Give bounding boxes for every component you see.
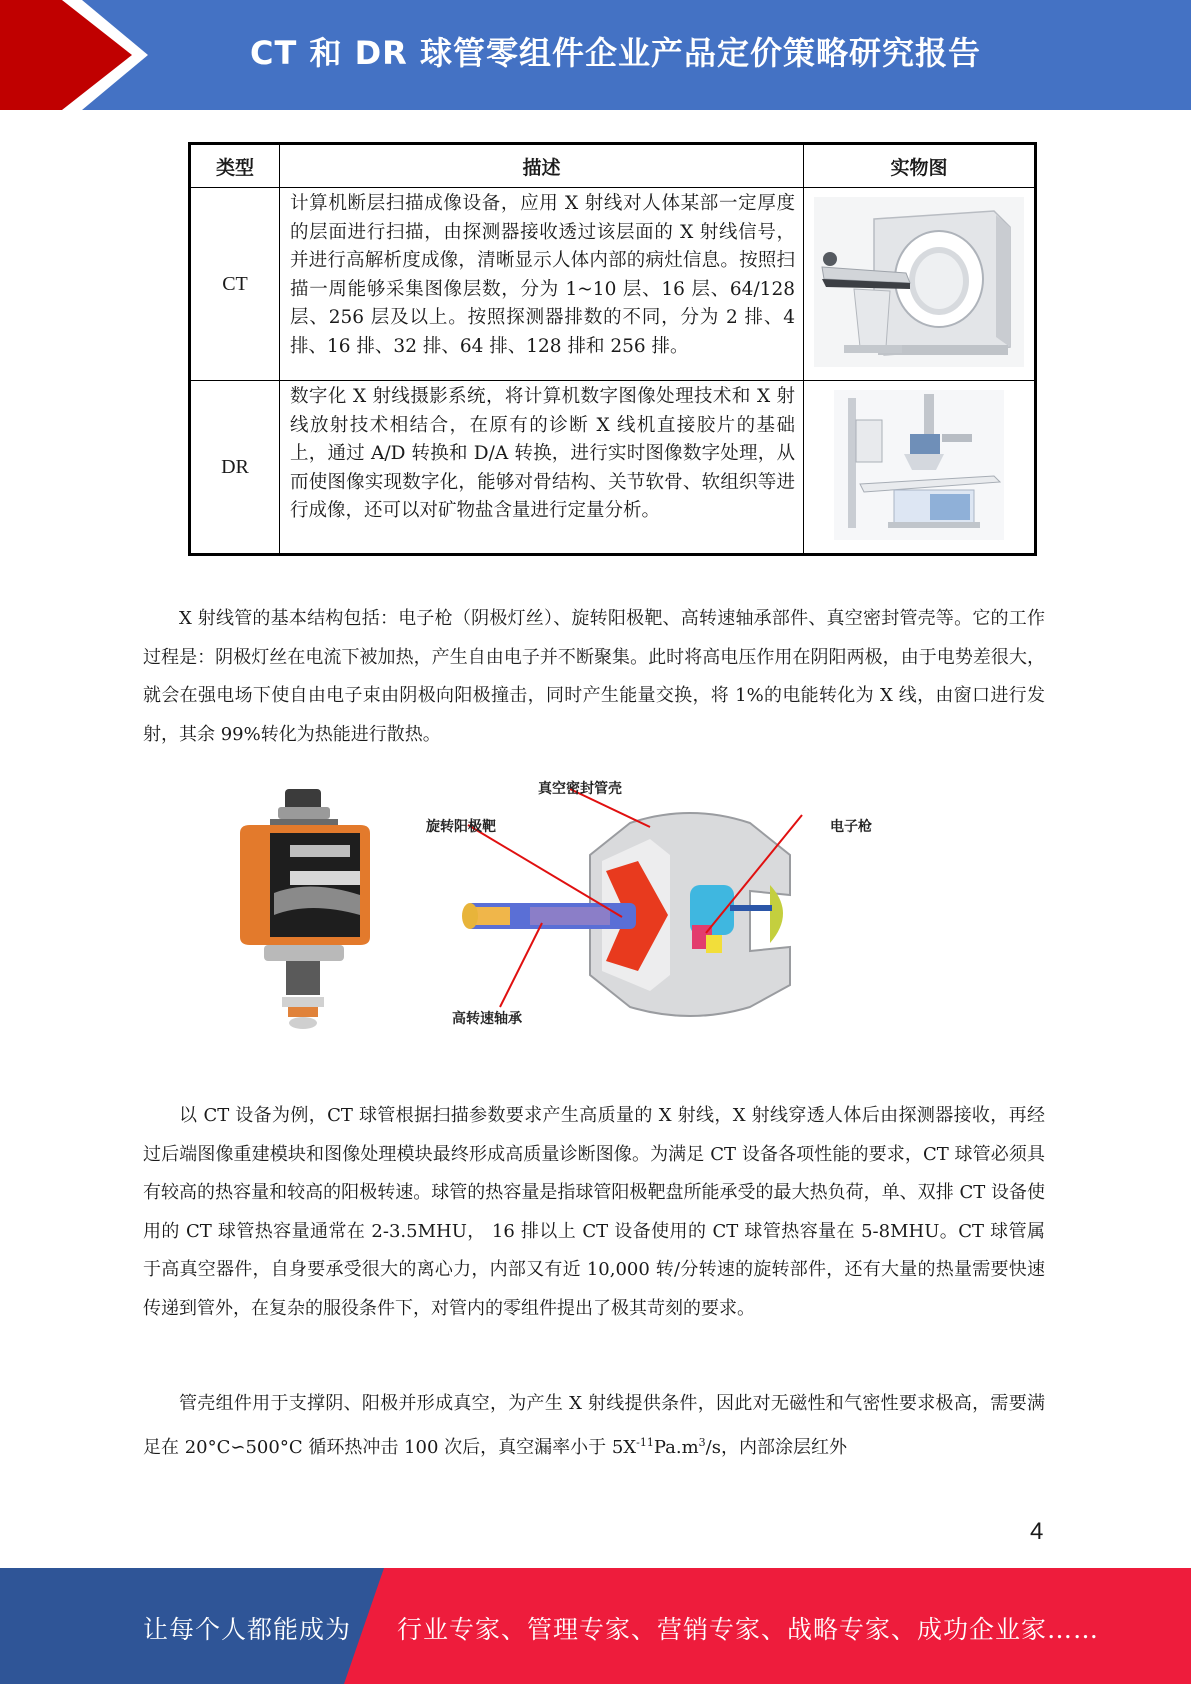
tube-cutaway-image xyxy=(462,789,802,1016)
paragraph-ct-tube: 以 CT 设备为例，CT 球管根据扫描参数要求产生高质量的 X 射线，X 射线穿透人体后由探测器接收，再经过后端图像重建模块和图像处理模块最终形成高质量诊断图像。为满足 CT 设备各项性能的要求，CT 球管必须具有较高的热容量和较高的阳极转速。球管的热容量是指球管阳极靶盘所能承受的最大热负荷，单、双排 CT 设备使用的 CT 球管热容量通常在 2-3.5MHU， 16 排以上 CT 设备使用的 CT 球管热容量在 5-8MHU。CT 球管属于高真空器件，自身要承受很大的离心力，内部又有近 10,000 转/分转速的旋转部件，还有大量的热量需要快速传递到管外，在复杂的服役条件下，对管内的零组件提出了极其苛刻的要求。 xyxy=(143,1105,1045,1319)
row-type-dr: DR xyxy=(190,381,280,555)
paragraph-housing-tail: /s，内部涂层红外 xyxy=(705,1436,847,1458)
header-title: CT 和 DR 球管零组件企业产品定价策略研究报告 xyxy=(250,34,981,72)
page-header xyxy=(0,0,1191,110)
tube-assembly-image xyxy=(240,789,370,1029)
ct-scanner-image xyxy=(804,188,1036,381)
paragraph-housing-text: 管壳组件用于支撑阴、阳极并形成真空，为产生 X 射线提供条件，因此对无磁性和气密性要求极高，需要满足在 20°C∽500°C 循环热冲击 100 次后，真空漏率小于 5X xyxy=(143,1393,1045,1458)
exponent-sup: -11 xyxy=(636,1435,654,1449)
paragraph-xray-structure: X 射线管的基本结构包括：电子枪（阴极灯丝）、旋转阳极靶、高转速轴承部件、真空密封管壳等。它的工作过程是：阴极灯丝在电流下被加热，产生自由电子并不断聚集。此时将高电压作用在阴阳两极，由于电势差很大，就会在强电场下使自由电子束由阴极向阳极撞击，同时产生能量交换，将 1%的电能转化为 X 线，由窗口进行发射，其余 99%转化为热能进行散热。 xyxy=(143,608,1045,745)
label-vacuum-housing: 真空密封管壳 xyxy=(538,781,622,797)
label-electron-gun: 电子枪 xyxy=(830,819,872,835)
dr-system-image xyxy=(804,381,1036,555)
page-number: 4 xyxy=(1030,1518,1044,1545)
footer-slogan-left: 让每个人都能成为 xyxy=(143,1615,352,1644)
paragraph-housing xyxy=(143,1385,1045,1467)
page-footer xyxy=(0,1568,1191,1684)
paragraph-housing-unit: Pa.m xyxy=(653,1436,699,1458)
footer-slogan-right: 行业专家、管理专家、营销专家、战略专家、成功企业家…… xyxy=(397,1615,1100,1644)
equipment-table xyxy=(188,142,1037,556)
xray-tube-diagram xyxy=(230,775,910,1045)
row-type-ct: CT xyxy=(190,188,280,381)
table-header-desc: 描述 xyxy=(280,144,804,188)
label-rotating-anode: 旋转阳极靶 xyxy=(426,819,496,835)
row-desc-ct: 计算机断层扫描成像设备，应用 X 射线对人体某部一定厚度的层面进行扫描，由探测器接收透过该层面的 X 射线信号，并进行高解析度成像，清晰显示人体内部的病灶信息。按照扫描一周能够采集图像层数，分为 1~10 层、16 层、64/128 层、256 层及以上。按照探测器排数的不同，分为 2 排、4 排、16 排、32 排、64 排、128 排和 256 排。 xyxy=(280,188,804,381)
label-bearing: 高转速轴承 xyxy=(452,1011,522,1027)
row-desc-dr: 数字化 X 射线摄影系统，将计算机数字图像处理技术和 X 射线放射技术相结合，在原有的诊断 X 线机直接胶片的基础上，通过 A/D 转换和 D/A 转换，进行实时图像数字处理，从而使图像实现数字化，能够对骨结构、关节软骨、软组织等进行成像，还可以对矿物盐含量进行定量分析。 xyxy=(280,381,804,555)
table-header-row xyxy=(190,144,1036,188)
table-row xyxy=(190,381,1036,555)
exponent-sup-2: 3 xyxy=(698,1435,706,1449)
table-header-type: 类型 xyxy=(190,144,280,188)
table-row xyxy=(190,188,1036,381)
table-header-image: 实物图 xyxy=(804,144,1036,188)
